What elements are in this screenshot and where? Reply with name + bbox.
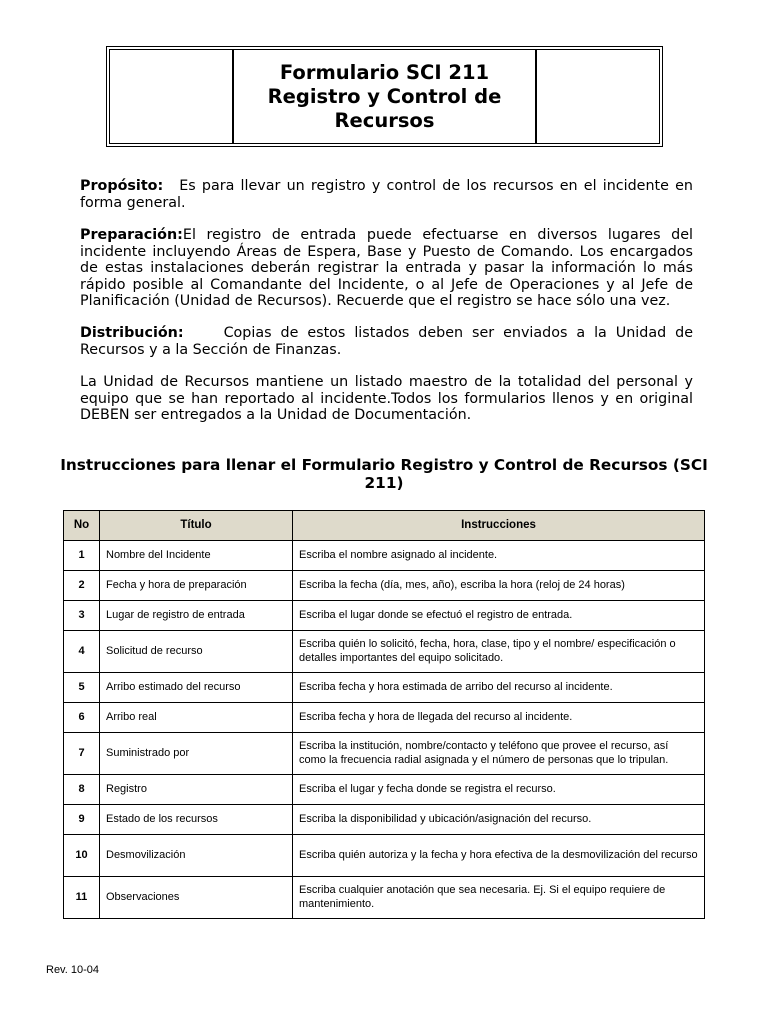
table-row [64, 673, 705, 703]
row-no: 10 [64, 835, 100, 877]
row-instruccion: Escriba quién lo solicitó, fecha, hora, clase, tipo y el nombre/ especificación o detalles importantes del equipo solicitado. [293, 631, 705, 673]
instructions-table [63, 510, 705, 919]
revision-label: Rev. 10-04 [46, 964, 99, 976]
header-left-cell [110, 50, 234, 143]
distribucion-text: Copias de estos listados deben ser enviados a la Unidad de Recursos y a la Sección de Finanzas. [80, 325, 693, 358]
row-titulo: Estado de los recursos [100, 805, 293, 835]
row-instruccion: Escriba cualquier anotación que sea necesaria. Ej. Si el equipo requiere de mantenimiento. [293, 877, 705, 919]
proposito-label: Propósito: [80, 178, 164, 194]
row-instruccion: Escriba el lugar donde se efectuó el registro de entrada. [293, 601, 705, 631]
row-titulo: Suministrado por [100, 733, 293, 775]
row-titulo: Fecha y hora de preparación [100, 571, 293, 601]
row-titulo: Arribo real [100, 703, 293, 733]
row-titulo: Arribo estimado del recurso [100, 673, 293, 703]
table-row [64, 703, 705, 733]
row-no: 2 [64, 571, 100, 601]
table-row [64, 571, 705, 601]
distribucion-label: Distribución: [80, 325, 184, 341]
form-title-line-2: Registro y Control de [267, 84, 502, 108]
row-instruccion: Escriba la fecha (día, mes, año), escriba la hora (reloj de 24 horas) [293, 571, 705, 601]
instructions-heading: Instrucciones para llenar el Formulario Registro y Control de Recursos (SCI 211) [60, 456, 708, 492]
row-titulo: Registro [100, 775, 293, 805]
row-no: 6 [64, 703, 100, 733]
preparacion-text: El registro de entrada puede efectuarse en diversos lugares del incidente incluyendo Áreas de Espera, Base y Puesto de Comando. Los encargados de estas instalaciones deberán registrar la entrada y pasar la información lo más rápido posible al Comandante del Incidente, o al Jefe de Operaciones y al Jefe de Planificación (Unidad de Recursos). Recuerde que el registro se hace sólo una vez. [80, 227, 693, 309]
row-titulo: Observaciones [100, 877, 293, 919]
proposito-text: Es para llevar un registro y control de los recursos en el incidente en forma general. [80, 178, 693, 211]
row-no: 9 [64, 805, 100, 835]
header-instrucciones: Instrucciones [293, 511, 705, 541]
table-row [64, 733, 705, 775]
row-no: 1 [64, 541, 100, 571]
form-header-box [106, 46, 663, 147]
table-row [64, 541, 705, 571]
row-no: 7 [64, 733, 100, 775]
row-instruccion: Escriba la disponibilidad y ubicación/asignación del recurso. [293, 805, 705, 835]
table-row [64, 877, 705, 919]
table-header-row [64, 511, 705, 541]
header-no: No [64, 511, 100, 541]
row-no: 3 [64, 601, 100, 631]
form-title-line-1: Formulario SCI 211 [279, 60, 490, 84]
row-titulo: Nombre del Incidente [100, 541, 293, 571]
unidad-paragraph: La Unidad de Recursos mantiene un listado maestro de la totalidad del personal y equipo que se han reportado al incidente.Todos los formularios llenos y en original DEBEN ser entregados a la Unidad de Documentación. [80, 374, 693, 423]
header-titulo: Título [100, 511, 293, 541]
row-instruccion: Escriba el lugar y fecha donde se registra el recurso. [293, 775, 705, 805]
row-instruccion: Escriba quién autoriza y la fecha y hora efectiva de la desmovilización del recurso [293, 835, 705, 877]
row-instruccion: Escriba fecha y hora estimada de arribo del recurso al incidente. [293, 673, 705, 703]
row-no: 5 [64, 673, 100, 703]
header-right-cell [535, 50, 659, 143]
table-row [64, 631, 705, 673]
form-header-inner [109, 49, 660, 144]
form-title-line-3: Recursos [334, 108, 435, 132]
form-title [234, 50, 535, 143]
row-titulo: Lugar de registro de entrada [100, 601, 293, 631]
proposito-paragraph [80, 178, 693, 211]
row-no: 8 [64, 775, 100, 805]
row-titulo: Desmovilización [100, 835, 293, 877]
preparacion-label: Preparación: [80, 227, 183, 243]
table-row [64, 835, 705, 877]
table-row [64, 601, 705, 631]
table-row [64, 805, 705, 835]
preparacion-paragraph [80, 227, 693, 310]
row-instruccion: Escriba fecha y hora de llegada del recurso al incidente. [293, 703, 705, 733]
table-row [64, 775, 705, 805]
distribucion-paragraph [80, 325, 693, 358]
row-no: 11 [64, 877, 100, 919]
row-instruccion: Escriba el nombre asignado al incidente. [293, 541, 705, 571]
row-titulo: Solicitud de recurso [100, 631, 293, 673]
row-no: 4 [64, 631, 100, 673]
row-instruccion: Escriba la institución, nombre/contacto y teléfono que provee el recurso, así como la frecuencia radial asignada y el número de personas que lo tripulan. [293, 733, 705, 775]
